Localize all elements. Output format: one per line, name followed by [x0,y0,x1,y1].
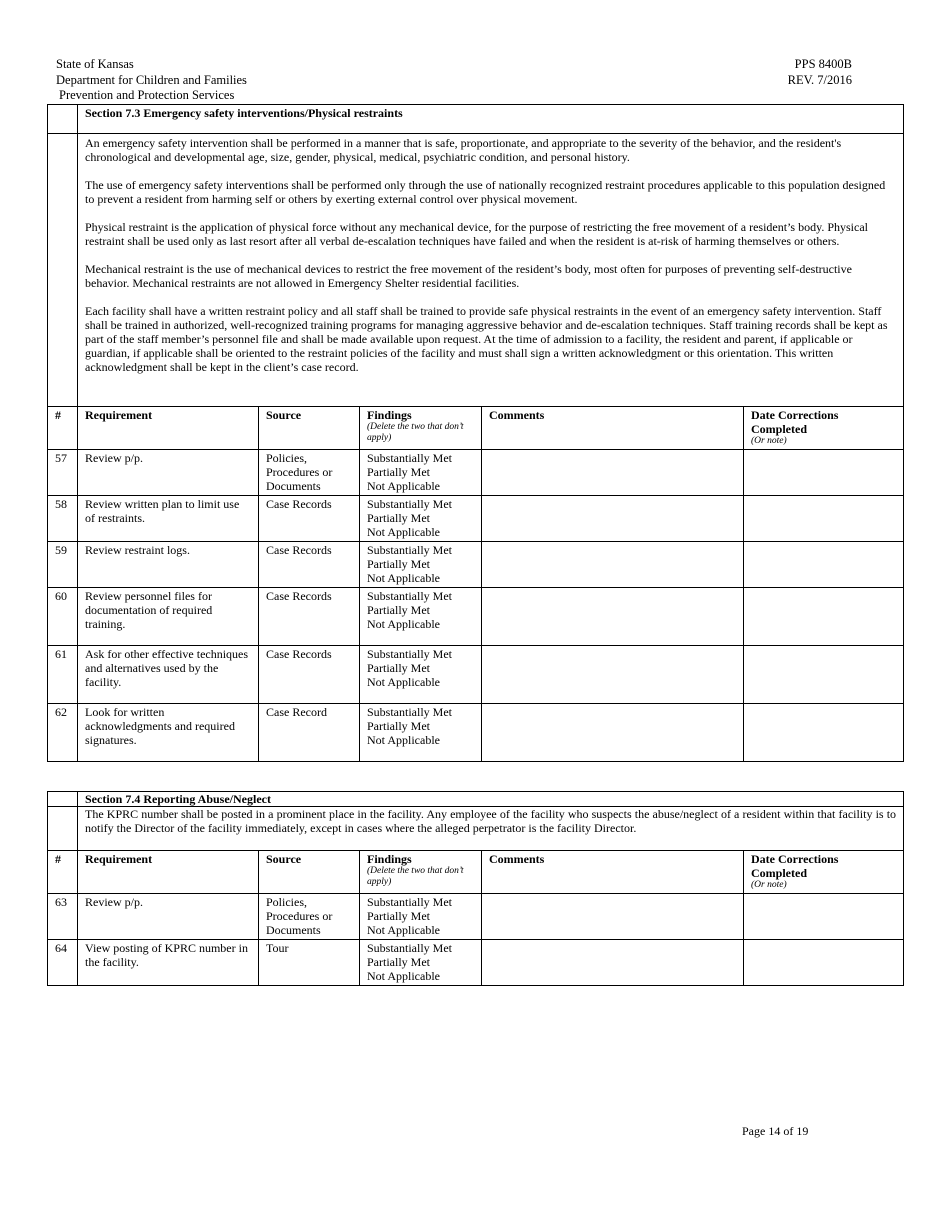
date-note: (Or note) [751,436,787,446]
row-findings[interactable]: Substantially Met Partially Met Not Applicable [360,542,482,588]
row-requirement: View posting of KPRC number in the facility. [78,940,259,986]
row-requirement: Review personnel files for documentation of required training. [78,588,259,646]
row-date-corrections[interactable] [744,940,904,986]
document-header-left [56,57,247,104]
row-source: Case Records [259,496,360,542]
findings-note: (Delete the two that don’t apply) [367,422,464,443]
header-form-number: PPS 8400B [794,57,852,71]
col-header-num: # [48,851,78,894]
row-source: Case Record [259,704,360,762]
row-requirement: Review p/p. [78,894,259,940]
row-date-corrections[interactable] [744,450,904,496]
row-source: Case Records [259,588,360,646]
row-number: 58 [48,496,78,542]
header-state: State of Kansas [56,57,134,71]
row-comments[interactable] [482,588,744,646]
col-header-num: # [48,407,78,450]
row-number: 60 [48,588,78,646]
col-header-findings: Findings (Delete the two that don’t apply) [360,407,482,450]
date-note: (Or note) [751,880,787,890]
row-comments[interactable] [482,450,744,496]
row-date-corrections[interactable] [744,542,904,588]
row-comments[interactable] [482,542,744,588]
row-number: 61 [48,646,78,704]
row-date-corrections[interactable] [744,894,904,940]
section-7-4-title: Section 7.4 Reporting Abuse/Neglect [78,792,904,807]
row-source: Case Records [259,646,360,704]
row-date-corrections[interactable] [744,646,904,704]
row-comments[interactable] [482,704,744,762]
row-source: Case Records [259,542,360,588]
table-row [48,496,904,542]
table-header-row [48,851,904,894]
col-header-requirement: Requirement [78,851,259,894]
row-findings[interactable]: Substantially Met Partially Met Not Applicable [360,894,482,940]
table-row [48,646,904,704]
table-row [48,542,904,588]
col-header-date-corrections: Date Corrections Completed (Or note) [744,851,904,894]
header-department: Department for Children and Families [56,72,247,87]
row-findings[interactable]: Substantially Met Partially Met Not Applicable [360,496,482,542]
row-requirement: Review restraint logs. [78,542,259,588]
section-7-4-table [47,791,904,986]
row-comments[interactable] [482,646,744,704]
section-7-3-paragraph: Each facility shall have a written restraint policy and all staff shall be trained to provide safe physical restraints in the event of an emergency safety intervention. Staff shall be trained in authorized, well-recognized training programs for managing aggressive behavior and de-escalation techniques. Staff training records shall be kept as part of the staff member’s personnel file and shall be made available upon request. At the time of admission to a facility, the resident and parent, if applicable or guardian, if applicable shall be oriented to the restraint policies of the facility and must shall sign a written acknowledgment or this orientation. This written acknowledgment shall be kept in the client’s case record. [85,304,888,374]
row-date-corrections[interactable] [744,588,904,646]
col-header-date-corrections: Date Corrections Completed (Or note) [744,407,904,450]
row-number: 63 [48,894,78,940]
table-row [48,940,904,986]
section-7-3-table [47,104,904,762]
header-division: Prevention and Protection Services [59,88,235,102]
row-date-corrections[interactable] [744,496,904,542]
row-findings[interactable]: Substantially Met Partially Met Not Applicable [360,704,482,762]
row-number: 64 [48,940,78,986]
col-header-requirement: Requirement [78,407,259,450]
table-header-row [48,407,904,450]
section-7-3-paragraph: Physical restraint is the application of physical force without any mechanical device, for the purpose of restricting the free movement of a resident’s body. Physical restraint shall be used only as last resort after all verbal de-escalation techniques have failed and when the resident is at-risk of harming themselves or others. [85,220,868,248]
col-header-comments: Comments [482,851,744,894]
table-row [48,450,904,496]
section-7-3-paragraph: An emergency safety intervention shall be performed in a manner that is safe, proportionate, and appropriate to the severity of the behavior, and the resident's chronological and developmental age, size, gender, physical, medical, psychiatric condition, and personal history. [85,136,842,164]
col-header-findings: Findings (Delete the two that don’t apply) [360,851,482,894]
col-header-comments: Comments [482,407,744,450]
table-row [48,894,904,940]
table-row [48,588,904,646]
table-row [48,704,904,762]
section-7-3-paragraph: Mechanical restraint is the use of mechanical devices to restrict the free movement of the resident’s body, most often for purposes of preventing self-destructive behavior. Mechanical restraints are not allowed in Emergency Shelter residential facilities. [85,262,852,290]
row-requirement: Ask for other effective techniques and alternatives used by the facility. [78,646,259,704]
row-requirement: Review written plan to limit use of restraints. [78,496,259,542]
row-requirement: Review p/p. [78,450,259,496]
row-comments[interactable] [482,894,744,940]
row-date-corrections[interactable] [744,704,904,762]
page-number: Page 14 of 19 [742,1124,809,1138]
col-header-source: Source [259,851,360,894]
row-source: Policies, Procedures or Documents [259,894,360,940]
section-7-3-paragraph: The use of emergency safety interventions shall be performed only through the use of nationally recognized restraint procedures applicable to this population designed to prevent a resident from harming self or others by exerting external control over physical movement. [85,178,886,206]
section-7-4-description: The KPRC number shall be posted in a prominent place in the facility. Any employee of the facility who suspects the abuse/neglect of a resident within that facility is to notify the Director of the facility immediately, except in cases where the alleged perpetrator is the facility Director. [78,807,904,851]
row-comments[interactable] [482,940,744,986]
row-source: Policies, Procedures or Documents [259,450,360,496]
findings-note: (Delete the two that don’t apply) [367,866,464,887]
row-findings[interactable]: Substantially Met Partially Met Not Applicable [360,940,482,986]
header-revision: REV. 7/2016 [787,72,852,87]
section-7-3-title: Section 7.3 Emergency safety interventions/Physical restraints [78,105,904,134]
row-source: Tour [259,940,360,986]
document-header-right [740,57,852,88]
row-findings[interactable]: Substantially Met Partially Met Not Applicable [360,646,482,704]
row-requirement: Look for written acknowledgments and required signatures. [78,704,259,762]
row-comments[interactable] [482,496,744,542]
section-7-3-description [78,134,904,407]
row-number: 59 [48,542,78,588]
row-findings[interactable]: Substantially Met Partially Met Not Applicable [360,588,482,646]
row-findings[interactable]: Substantially Met Partially Met Not Applicable [360,450,482,496]
row-number: 57 [48,450,78,496]
col-header-source: Source [259,407,360,450]
row-number: 62 [48,704,78,762]
